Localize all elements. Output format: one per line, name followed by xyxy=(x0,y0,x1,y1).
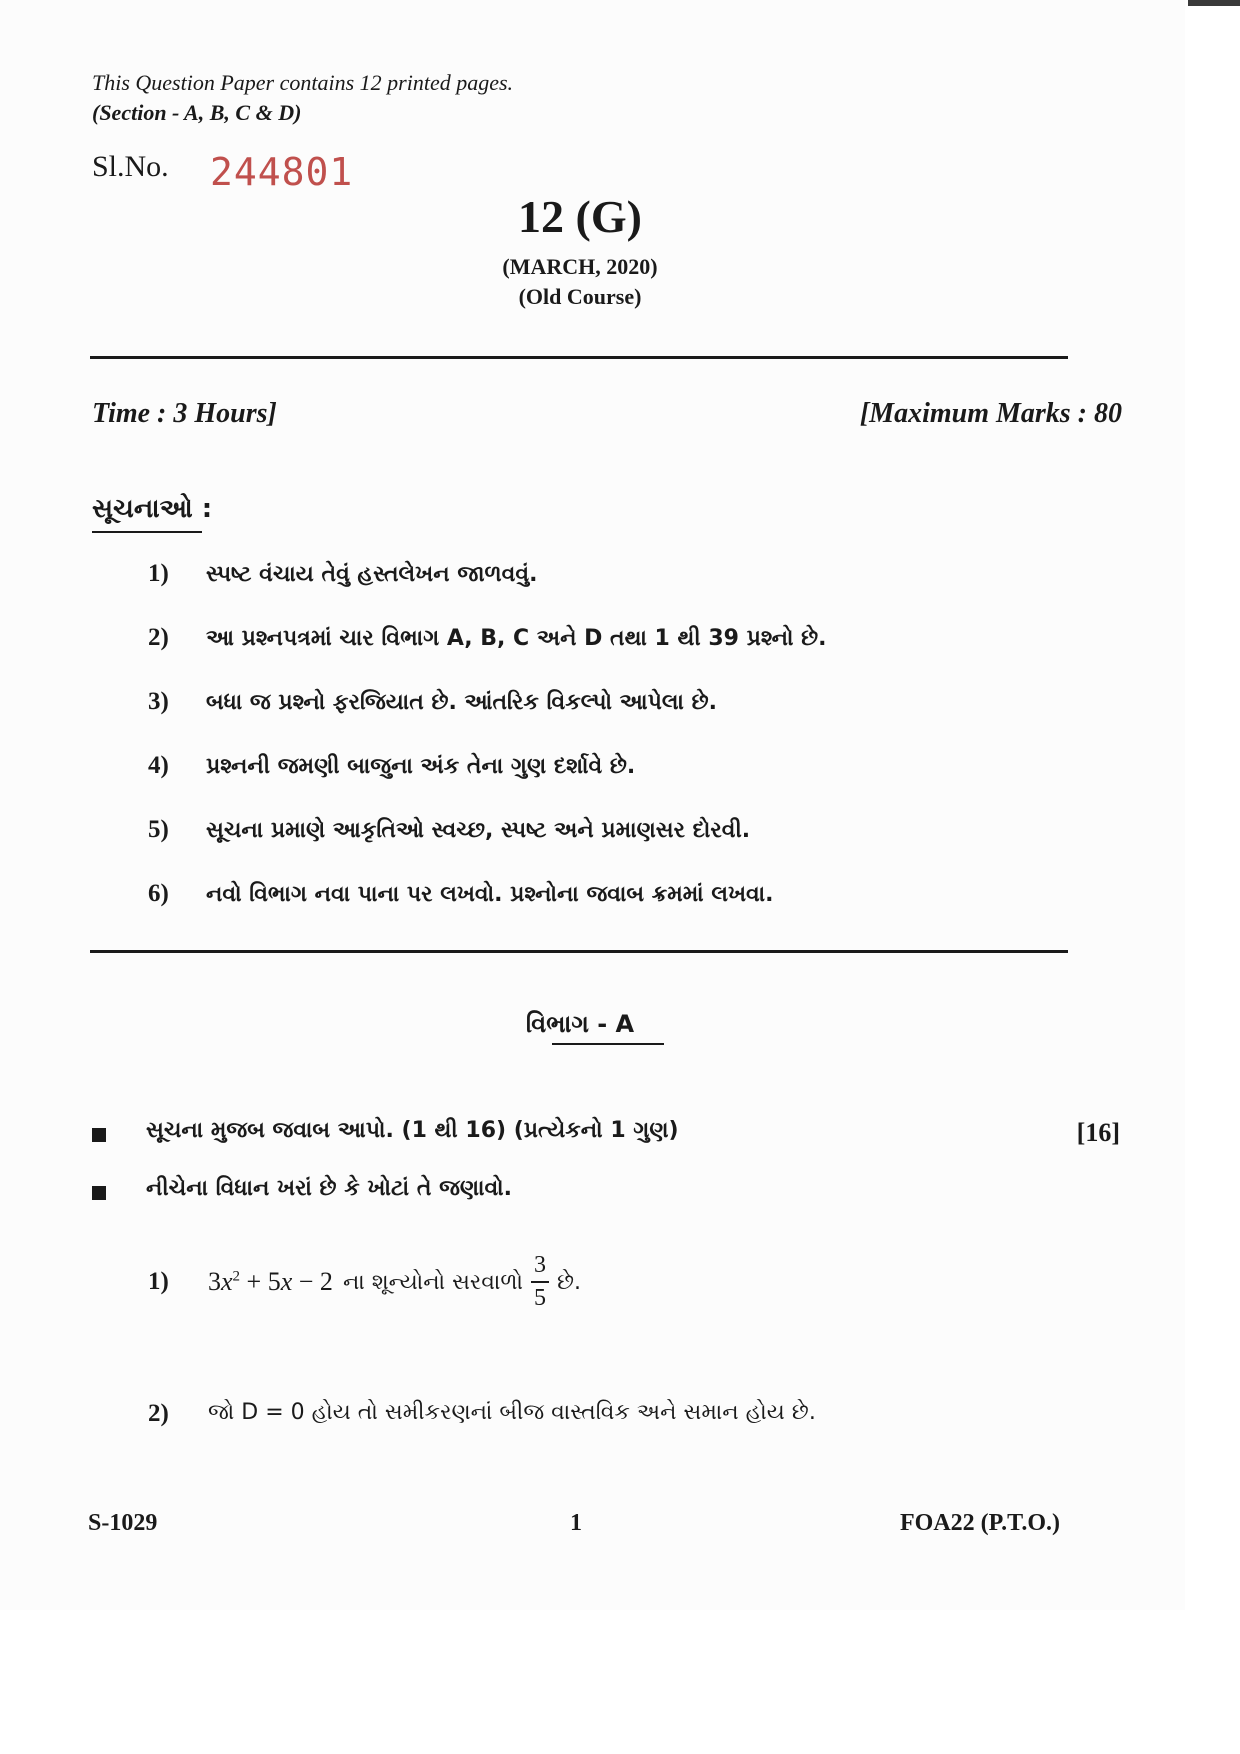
fraction xyxy=(531,1252,549,1312)
pages-note: This Question Paper contains 12 printed pages. xyxy=(92,70,514,95)
term: − 2 xyxy=(292,1267,333,1296)
instruction-number: 2) xyxy=(148,624,169,651)
question-number: 2) xyxy=(148,1400,169,1427)
instruction-item xyxy=(148,816,1048,846)
coefficient: 3 xyxy=(208,1267,221,1296)
instruction-item xyxy=(148,624,1048,654)
maximum-marks: [Maximum Marks : 80 xyxy=(859,398,1122,429)
instruction-number: 6) xyxy=(148,880,169,907)
question-2-statement xyxy=(208,1400,816,1425)
instruction-text: બધા જ પ્રશ્નો ફરજિયાત છે. આંતરિક વિકલ્પો આપેલા છે. xyxy=(206,690,717,715)
footer-paper-id: S-1029 xyxy=(88,1510,158,1536)
question-text: જો D = 0 હોય તો સમીકરણનાં બીજ વાસ્તવિક અને સમાન હોય છે. xyxy=(208,1400,816,1425)
instructions-heading-underline xyxy=(92,531,202,533)
instruction-number: 5) xyxy=(148,816,169,843)
term: + 5 xyxy=(240,1267,281,1296)
instructions-heading: સૂચનાઓ : xyxy=(92,494,213,524)
instruction-number: 3) xyxy=(148,688,169,715)
instruction-text: સૂચના પ્રમાણે આકૃતિઓ સ્વચ્છ, સ્પષ્ટ અને પ્રમાણસર દોરવી. xyxy=(206,818,751,843)
fraction-denominator: 5 xyxy=(534,1285,547,1311)
slno-value: 244801 xyxy=(210,150,354,194)
instruction-text: આ પ્રશ્નપત્રમાં ચાર વિભાગ A, B, C અને D તથા 1 થી 39 પ્રશ્નો છે. xyxy=(206,626,827,651)
paper-code: 12 (G) xyxy=(518,191,642,242)
question-1-statement xyxy=(208,1252,581,1312)
variable: x xyxy=(280,1267,293,1296)
question-text: ના શૂન્યોનો સરવાળો xyxy=(342,1269,524,1295)
slno-label: Sl.No. xyxy=(92,150,169,183)
instruction-text: નવો વિભાગ નવા પાના પર લખવો. પ્રશ્નોના જવાબ ક્રમમાં લખવા. xyxy=(206,882,774,907)
square-bullet-icon xyxy=(92,1186,106,1200)
header-divider xyxy=(90,356,1068,359)
true-false-instruction: નીચેના વિધાન ખરાં છે કે ખોટાં તે જણાવો. xyxy=(146,1176,513,1201)
exponent: 2 xyxy=(232,1268,241,1285)
section-a-title: વિભાગ - A xyxy=(525,1010,635,1038)
instructions-divider xyxy=(90,950,1068,953)
section-a-underline xyxy=(552,1043,664,1045)
scan-edge-mark xyxy=(1188,0,1240,6)
footer-code: FOA22 (P.T.O.) xyxy=(900,1510,1060,1536)
fraction-numerator: 3 xyxy=(534,1252,547,1278)
instruction-text: સ્પષ્ટ વંચાય તેવું હસ્તલેખન જાળવવું. xyxy=(206,562,538,587)
instruction-item xyxy=(148,880,1048,910)
exam-date: (MARCH, 2020) xyxy=(502,254,658,279)
question-number: 1) xyxy=(148,1268,169,1295)
course-label: (Old Course) xyxy=(518,284,642,309)
instruction-number: 4) xyxy=(148,752,169,779)
instruction-number: 1) xyxy=(148,560,169,587)
section-a-marks: [16] xyxy=(1076,1118,1120,1147)
sections-note: (Section - A, B, C & D) xyxy=(92,100,302,125)
instruction-text: પ્રશ્નની જમણી બાજુના અંક તેના ગુણ દર્શાવે છે. xyxy=(206,754,636,779)
polynomial-expression xyxy=(208,1267,333,1297)
fraction-bar xyxy=(531,1281,549,1283)
time-allowed: Time : 3 Hours] xyxy=(92,398,277,429)
question-suffix: છે. xyxy=(557,1269,582,1295)
square-bullet-icon xyxy=(92,1128,106,1142)
instruction-item xyxy=(148,752,1048,782)
page-number: 1 xyxy=(570,1510,582,1536)
variable: x xyxy=(221,1267,233,1296)
instruction-item xyxy=(148,560,1048,590)
section-a-instruction: સૂચના મુજબ જવાબ આપો. (1 થી 16) (પ્રત્યેકનો 1 ગુણ) xyxy=(146,1118,679,1143)
instruction-item xyxy=(148,688,1048,718)
